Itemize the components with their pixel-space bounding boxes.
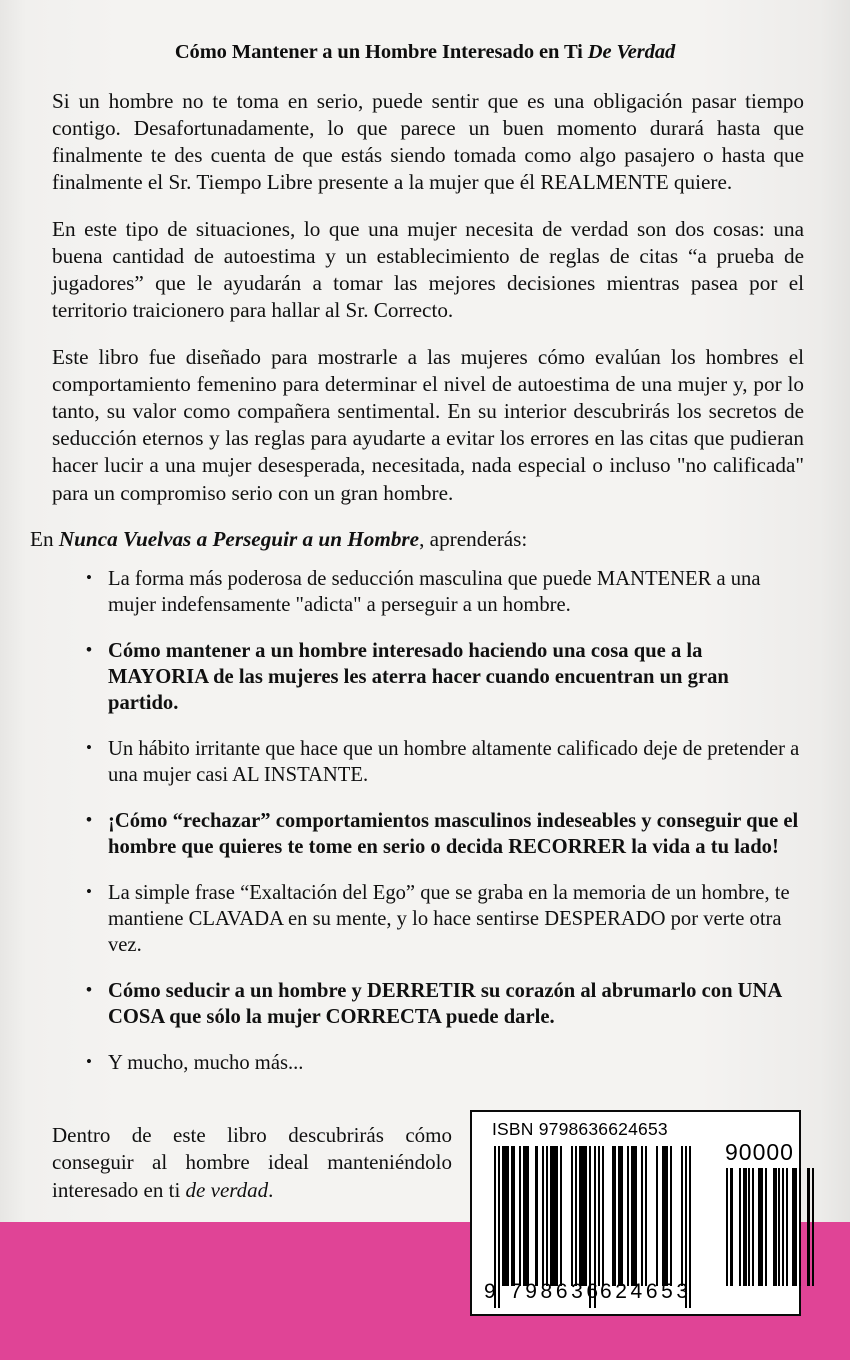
barcode-bar: [748, 1168, 750, 1286]
intro-book-title: Nunca Vuelvas a Perseguir a un Hombre: [58, 526, 420, 551]
barcode-bar: [765, 1168, 767, 1286]
barcode-bar: [527, 1146, 529, 1286]
barcode-bar: [560, 1146, 562, 1286]
closing-paragraph: [52, 1122, 452, 1204]
bullet-list-intro: [0, 526, 850, 554]
barcode-digit-lead: 9: [484, 1280, 497, 1303]
feature-bullet-list: [0, 567, 850, 1076]
barcode-bar: [739, 1168, 741, 1286]
intro-before: En: [30, 526, 59, 551]
barcode-bars-main: [494, 1146, 691, 1286]
barcode-addon-label: 90000: [725, 1139, 794, 1165]
paragraph-1: Si un hombre no te toma en serio, puede sentir que es una obligación pasar tiempo contigo. Desafortunadamente, lo que parece un buen momento durará hasta que finalmente te des cuenta de que estás siendo tomada como algo pasajero o hasta que finalmente el Sr. Tiempo Libre presente a la mujer que él REALMENTE quiere.: [52, 88, 804, 195]
paragraph-3: Este libro fue diseñado para mostrarle a las mujeres cómo evalúan los hombres el comportamiento femenino para determinar el nivel de autoestima de una mujer y, por lo tanto, su valor como compañera sentimental. En su interior descubrirás los secretos de seducción eternos y las reglas para ayudarte a evitar los errores en las citas que pudieran hacer lucir a una mujer desesperada, necesitada, nada especial o incluso "no calificada" para un compromiso serio con un gran hombre.: [52, 344, 804, 505]
barcode-bar: [627, 1146, 629, 1286]
closing-emphasis: de verdad: [185, 1177, 269, 1202]
barcode-bar: [635, 1146, 637, 1286]
barcode-bar: [681, 1146, 683, 1286]
page-title: [0, 0, 850, 66]
paragraph-2: En este tipo de situaciones, lo que una mujer necesita de verdad son dos cosas: una buena cantidad de autoestima y un establecimiento de reglas de citas “a prueba de jugadores” que le ayudarán a tomar las mejores decisiones mientras pasea por el territorio traicionero para hallar al Sr. Correcto.: [52, 216, 804, 323]
barcode-bar: [641, 1146, 643, 1286]
barcode-bar: [575, 1146, 577, 1286]
closing-row: [0, 1108, 850, 1323]
isbn-barcode-block: [470, 1110, 801, 1316]
barcode-bar: [598, 1146, 600, 1286]
page-title-emphasis: De Verdad: [587, 41, 676, 63]
list-item: • Y mucho, mucho más...: [86, 1051, 804, 1077]
page-title-lead: Cómo Mantener a un Hombre Interesado en Ti: [174, 41, 588, 63]
barcode-bar: [656, 1146, 658, 1286]
closing-lead: Dentro de este libro descubrirás cómo conseguir al hombre ideal manteniéndolo interesado en ti: [52, 1123, 452, 1202]
barcode-bar: [614, 1146, 616, 1286]
barcode-bar: [786, 1168, 788, 1286]
barcode-bar: [775, 1168, 777, 1286]
barcode-bar: [752, 1168, 754, 1286]
list-item: • Cómo seducir a un hombre y DERRETIR su corazón al abrumarlo con UNA COSA que sólo la mujer CORRECTA puede darle.: [86, 979, 804, 1031]
barcode-bar: [620, 1146, 622, 1286]
barcode-bar: [498, 1146, 500, 1308]
barcode-bar: [506, 1146, 508, 1286]
barcode-bar: [556, 1146, 558, 1286]
barcode-digit-group-left: 798636: [510, 1280, 602, 1303]
barcode-bar: [732, 1168, 734, 1286]
barcode-bar: [666, 1146, 668, 1286]
barcode-bar: [782, 1168, 784, 1286]
barcode-bar: [799, 1168, 801, 1286]
barcode-bar: [808, 1168, 810, 1286]
barcode-bar: [645, 1146, 647, 1286]
closing-tail: .: [268, 1177, 274, 1202]
barcode-bar: [812, 1168, 814, 1286]
barcode-bar: [778, 1168, 780, 1286]
isbn-label: ISBN 9798636624653: [492, 1119, 668, 1139]
list-item: • La simple frase “Exaltación del Ego” que se graba en la memoria de un hombre, te mantiene CLAVADA en su mente, y lo hace sentirse DESPERADO por verte otra vez.: [86, 881, 804, 959]
barcode-bar: [762, 1168, 764, 1286]
barcode-bar: [795, 1168, 797, 1286]
barcode-bar: [745, 1168, 747, 1286]
barcode-bar: [535, 1146, 537, 1286]
list-item: • Un hábito irritante que hace que un hombre altamente calificado deje de pretender a una mujer casi AL INSTANTE.: [86, 737, 804, 789]
barcode-bar: [542, 1146, 544, 1286]
list-item: • Cómo mantener a un hombre interesado haciendo una cosa que a la MAYORIA de las mujeres les aterra hacer cuando encuentran un gran partido.: [86, 639, 804, 717]
list-item: • La forma más poderosa de seducción masculina que puede MANTENER a una mujer indefensamente "adicta" a perseguir a un hombre.: [86, 567, 804, 619]
barcode-bar: [571, 1146, 573, 1286]
barcode-bar: [670, 1146, 672, 1286]
barcode-digit-group-right: 624653: [600, 1280, 692, 1303]
barcode-bar: [602, 1146, 604, 1286]
barcode-bar: [585, 1146, 587, 1286]
list-item: • ¡Cómo “rechazar” comportamientos masculinos indeseables y conseguir que el hombre que quieres te tome en serio o decida RECORRER la vida a tu lado!: [86, 809, 804, 861]
intro-after: , aprenderás:: [419, 526, 528, 551]
barcode-bars-addon: [724, 1168, 814, 1286]
barcode-bar: [513, 1146, 515, 1286]
barcode-bar: [519, 1146, 521, 1286]
barcode-bar: [546, 1146, 548, 1286]
barcode-bar: [726, 1168, 728, 1286]
body-copy: [0, 88, 850, 507]
